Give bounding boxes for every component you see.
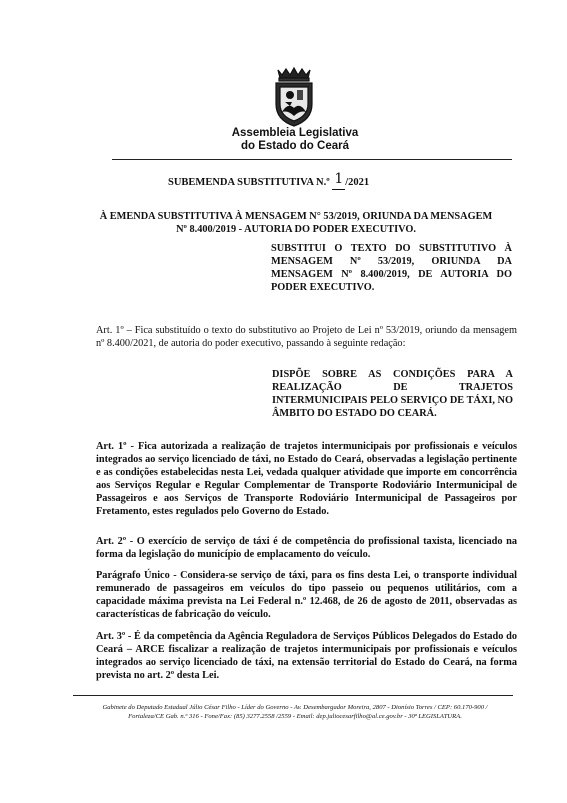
ementa-dispoe: DISPÕE SOBRE AS CONDIÇÕES PARA A REALIZAÇÃO DE TRAJETOS INTERMUNICIPAIS PELO SERVIÇO DE TÁXI, NO ÂMBITO DO ESTADO DO CEARÁ. bbox=[272, 369, 513, 419]
article-1-paragraph: Art. 1º - Fica autorizada a realização de trajetos intermunicipais por profissionais e veículos integrados ao serviço licenciado de táxi, no Estado do Ceará, observadas a legislação pertinente e as condições estabelecidas nesta Lei, vedada qualquer atividade que importe em concorrência aos Serviços Regular e Regular Complementar de Transporte Rodoviário Intermunicipal de Passageiros e aos Serviços de Transporte Rodoviário Intermunicipal de Passageiros por Fretamento, estes regulados pelo Governo do Estado. bbox=[96, 441, 517, 517]
institution-name: Assembleia Legislativa bbox=[231, 127, 359, 139]
article-3-paragraph: Art. 3º - É da competência da Agência Reguladora de Serviços Públicos Delegados do Estado do Ceará – ARCE fiscalizar a realização de trajetos intermunicipais por profissionais e veículos integrados ao serviço licenciado de táxi, na extensão territorial do Estado do Ceará, na forma prevista no art. 2º desta Lei. bbox=[96, 631, 517, 681]
footer-line-1: Gabinete do Deputado Estadual Júlio César Filho - Líder do Governo - Av. Desembargador Moreira, 2807 - Dionísio Torres / CEP: 60.170-900 / bbox=[102, 704, 488, 711]
footer-line-2: Fortaleza/CE Gab. n.º 316 - Fone/Fax: (85) 3277.2558 /2559 - Email: dep.juliocesarfilho@al.ce.gov.br - 30ª LEGISLATURA. bbox=[128, 713, 462, 720]
title-number: 1 bbox=[334, 171, 344, 187]
title-suffix: /2021 bbox=[345, 177, 370, 188]
coat-of-arms-icon bbox=[270, 66, 318, 128]
paragrafo-unico: Parágrafo Único - Considera-se serviço de táxi, para os fins desta Lei, o transporte individual remunerado de passageiros em veículos do tipo passeio ou pequenos utilitários, com a capacidade máxima prevista na Lei Federal n.º 12.468, de 26 de agosto de 2011, observadas as características de fabricação do veículo. bbox=[96, 570, 517, 620]
institution-state: do Estado do Ceará bbox=[241, 140, 349, 152]
document-title bbox=[168, 173, 428, 190]
ementa-substitui: SUBSTITUI O TEXTO DO SUBSTITUTIVO À MENSAGEM Nº 53/2019, ORIUNDA DA MENSAGEM Nº 8.400/2019, DE AUTORIA DO PODER EXECUTIVO. bbox=[271, 243, 512, 293]
article-2-paragraph: Art. 2º - O exercício de serviço de táxi é de competência do profissional taxista, licenciado na forma da legislação do município de emplacamento do veículo. bbox=[96, 536, 517, 560]
art1-intro-paragraph: Art. 1º – Fica substituído o texto do substitutivo ao Projeto de Lei nº 53/2019, oriundo da mensagem nº 8.400/2021, de autoria do poder executivo, passando à seguinte redação: bbox=[96, 325, 517, 349]
header-divider bbox=[112, 159, 512, 160]
footer-divider bbox=[73, 695, 513, 696]
intro-heading: À EMENDA SUBSTITUTIVA À MENSAGEM N° 53/2019, ORIUNDA DA MENSAGEM Nº 8.400/2019 - AUTORIA DO PODER EXECUTIVO. bbox=[99, 211, 493, 235]
title-prefix: SUBEMENDA SUBSTITUTIVA N.º bbox=[168, 177, 330, 188]
footer bbox=[75, 703, 515, 721]
